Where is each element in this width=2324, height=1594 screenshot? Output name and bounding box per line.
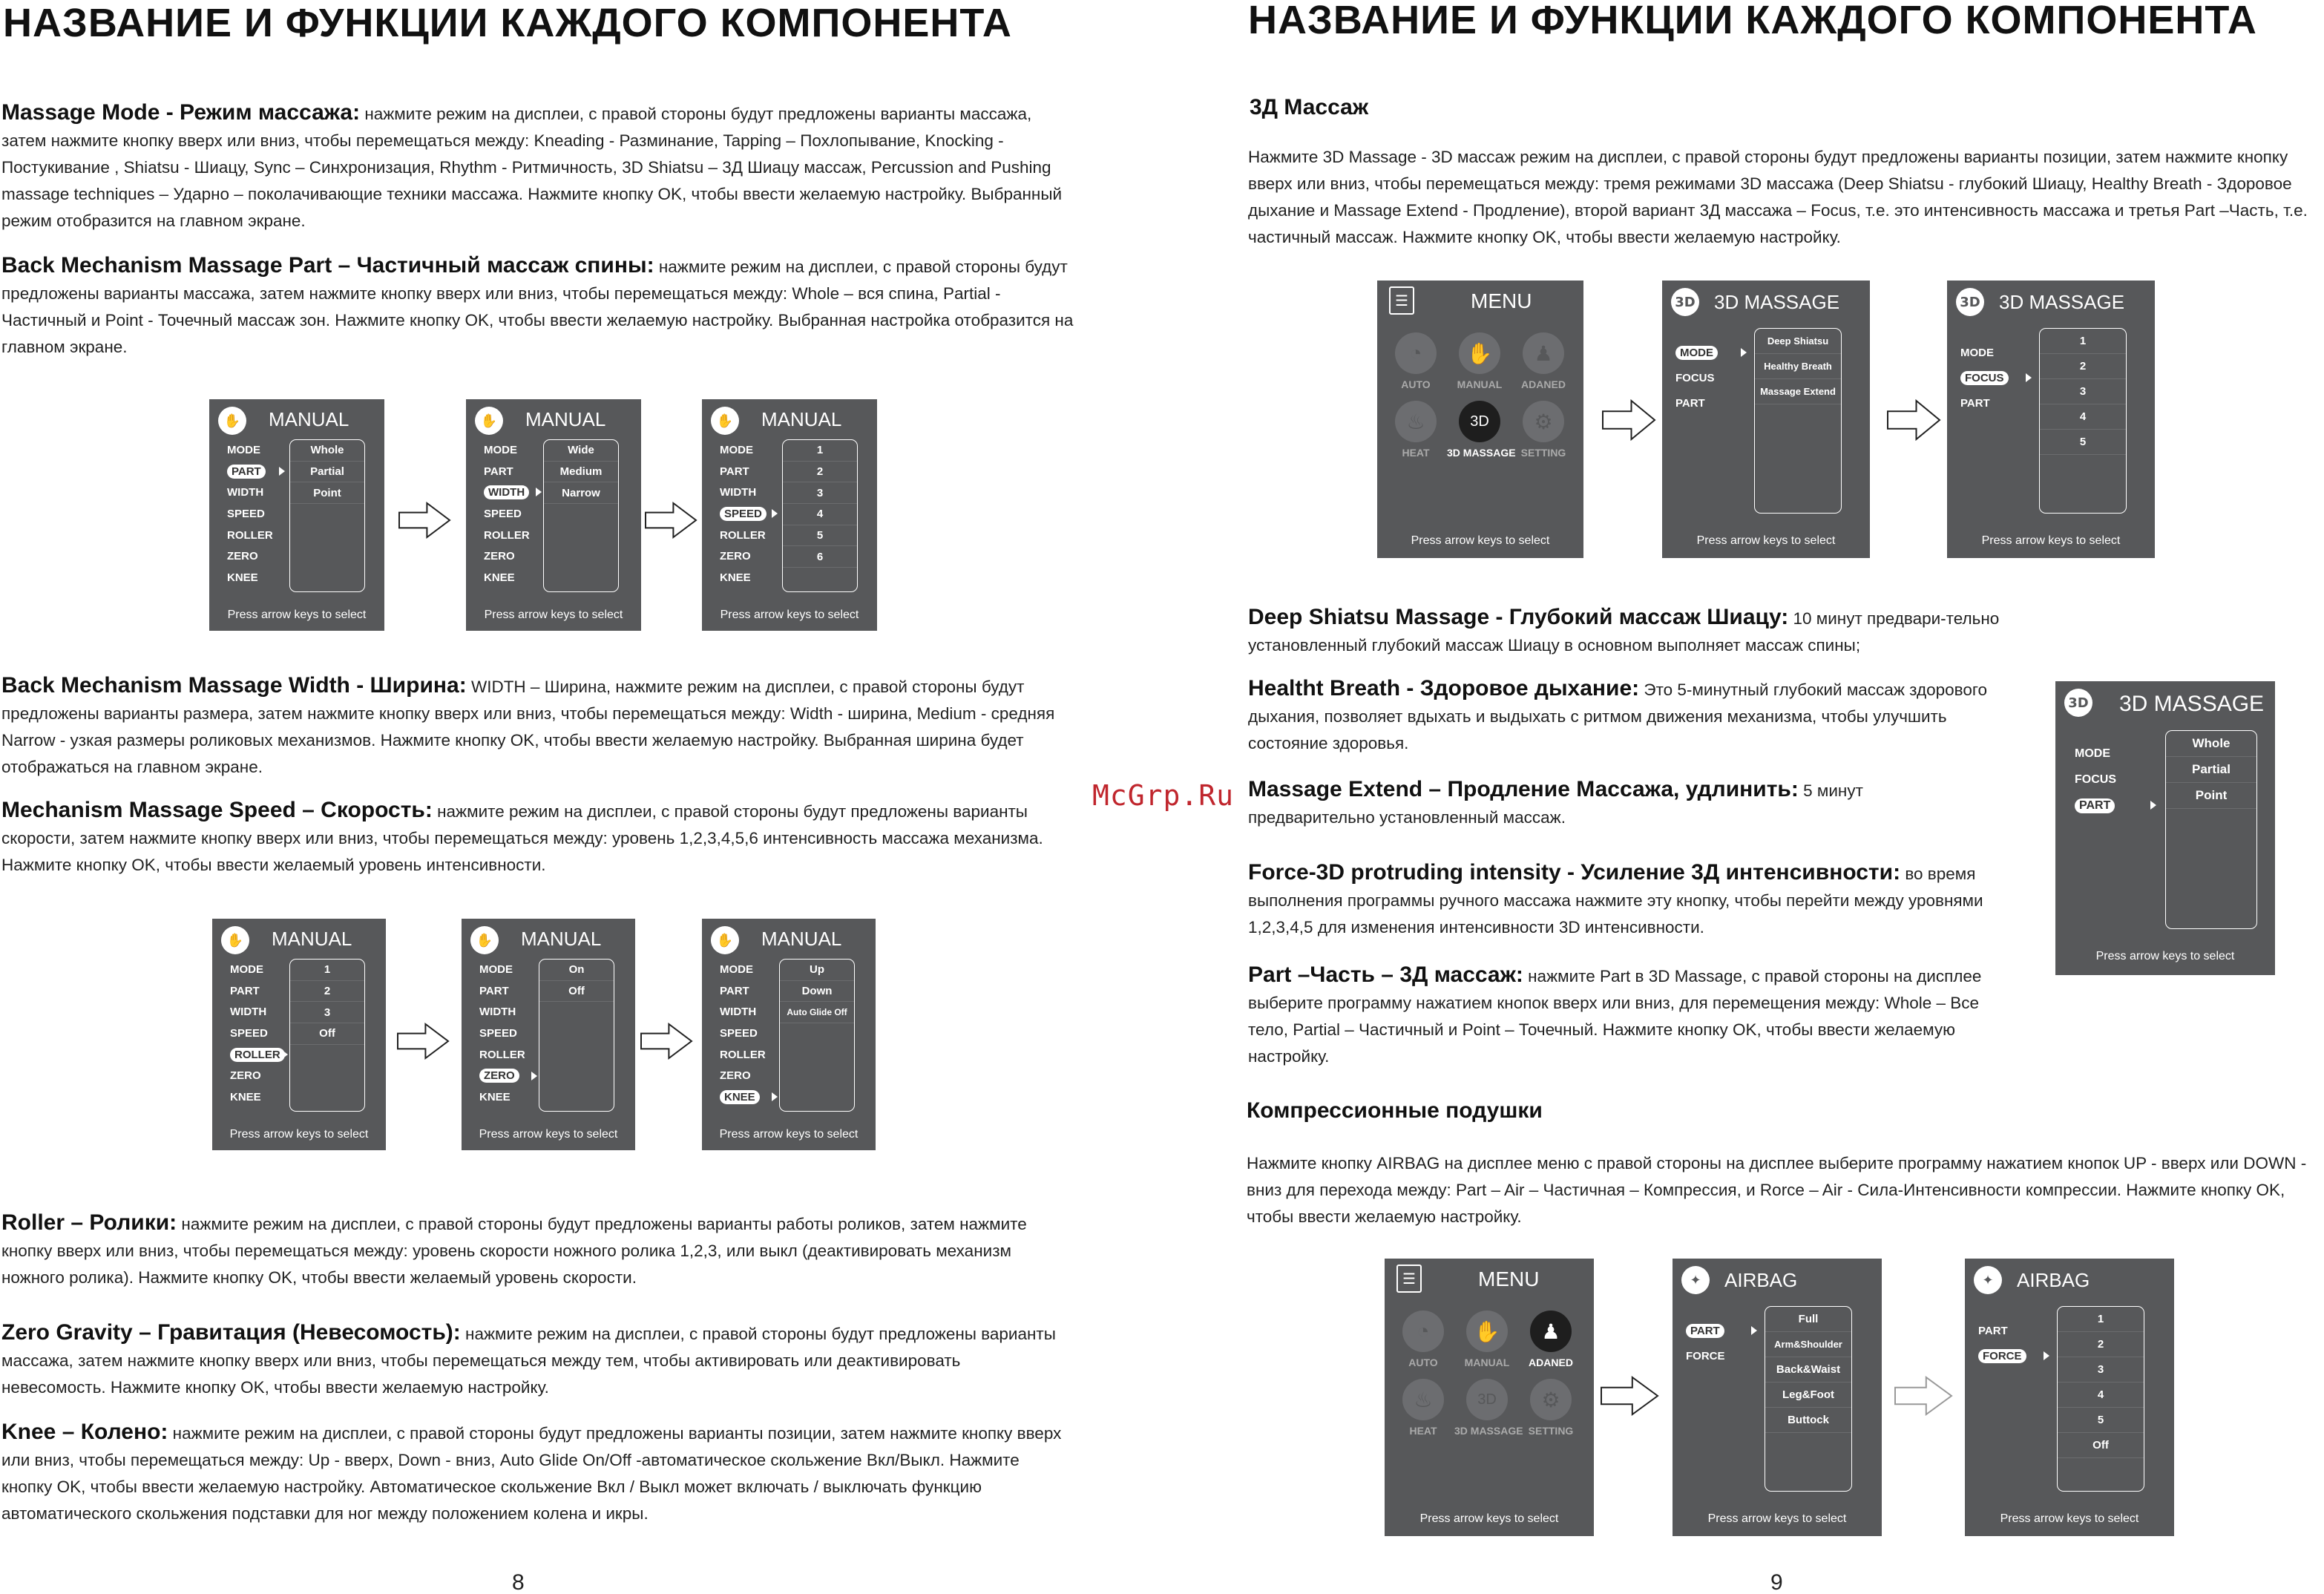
- heat-icon: ♨: [1402, 1379, 1444, 1420]
- menu-item-label: KNEE: [484, 571, 515, 584]
- 3d-massage-heading: 3Д Массаж: [1250, 95, 1369, 119]
- manual-hand-icon: ✋: [1459, 332, 1500, 374]
- manual-icon: ✋: [218, 407, 246, 435]
- panel-title: MANUAL: [761, 408, 842, 430]
- watermark: McGrp.Ru: [1092, 779, 1235, 812]
- value-item: 4: [783, 504, 857, 525]
- panel-title: MANUAL: [521, 928, 602, 950]
- value-item: 4: [2040, 404, 2126, 430]
- panel-title: AIRBAG: [1724, 1269, 1798, 1291]
- menu-item-label: PART: [1675, 396, 1705, 410]
- value-item: 1: [2058, 1307, 2144, 1332]
- adaned-icon: ♟: [1523, 332, 1564, 374]
- menu-item-label: ZERO: [227, 550, 258, 563]
- manual-icon: ✋: [221, 926, 249, 954]
- value-item: Whole: [290, 440, 364, 462]
- value-item: Point: [2166, 783, 2256, 809]
- menu-item-label: FORCE: [1978, 1349, 2026, 1363]
- menu-item-label: MODE: [484, 443, 517, 456]
- menu-item-label: PART: [2075, 798, 2115, 813]
- part-3d-title: Part –Часть – 3Д массаж:: [1248, 962, 1523, 987]
- value-item: 2: [290, 981, 364, 1003]
- setting-icon: ⚙: [1523, 401, 1564, 442]
- value-item: 5: [2040, 430, 2126, 455]
- menu-item-label: SPEED: [720, 507, 767, 521]
- menu-item-label: ZERO: [720, 550, 751, 563]
- heat-icon: ♨: [1395, 401, 1437, 442]
- menu-item-label: PART: [1960, 396, 1990, 410]
- value-item: 5: [783, 525, 857, 547]
- 3d-massage-paragraph: Нажмите 3D Massage - 3D массаж режим на дисплеи, с правой стороны будут предложены варианты позиции, затем нажмите кнопку вверх или вниз, чтобы перемещаться между: тремя режимами 3D массажа (Deep Shiatsu - глубокий Шиацу, Healthy Breath - Здоровое дыхание и Massage Extend - Продление), второй вариант 3Д массажа – Focus, т.е. это интенсивность массажа и третья Part –Часть, т.е. частичный массаж. Нажмите кнопку OK, чтобы ввести желаемую настройку.: [1248, 148, 2308, 246]
- menu-item-label: KNEE: [720, 1090, 760, 1104]
- value-item: 2: [2058, 1332, 2144, 1357]
- panel-title: AIRBAG: [2017, 1269, 2090, 1291]
- massage-mode-title: Massage Mode - Режим массажа:: [1, 100, 361, 125]
- manual-icon: ✋: [475, 407, 503, 435]
- menu-item-label: ZERO: [479, 1069, 519, 1083]
- menu-item-label: KNEE: [227, 571, 258, 584]
- hint-text: Press arrow keys to select: [229, 1128, 369, 1141]
- menu-tile-label: HEAT: [1402, 447, 1430, 459]
- menu-item-label: FOCUS: [1960, 371, 2009, 385]
- menu-item-label: FOCUS: [1675, 371, 1715, 384]
- manual-icon: ✋: [711, 407, 739, 435]
- value-item: Arm&Shoulder: [1765, 1332, 1851, 1357]
- force-3d-text: во время выполнения программы ручного массажа нажмите эту кнопку, чтобы перейти между уровнями 1,2,3,4,5 для изменения интенсивности 3D интенсивности.: [1248, 865, 1983, 937]
- menu-item-label: PART: [484, 465, 513, 478]
- menu-tile-label: AUTO: [1408, 1357, 1438, 1368]
- adaned-icon: ♟: [1530, 1311, 1572, 1352]
- massage-extend-title: Massage Extend – Продление Массажа, удлинить:: [1248, 777, 1799, 801]
- massage-mode-text: нажмите режим на дисплеи, с правой стороны будут предложены варианты массажа, затем нажмите кнопку вверх или вниз, чтобы перемещаться между: Kneading - Разминание, Tapping – Похлопывание, Knocking - Постукивание , Shiatsu - Шиацу, Sync – Синхронизация, Rhythm - Ритмичность, 3D Shiatsu – 3Д Шиацу массаж, Percussion and Pushing massage techniques – Ударно – поколачивающие техники массажа. Нажмите кнопку OK, чтобы ввести желаемую настройку. Выбранный режим отобразится на главном экране.: [1, 105, 1063, 230]
- hint-text: Press arrow keys to select: [227, 609, 367, 621]
- menu-item-label: WIDTH: [720, 486, 757, 499]
- menu-item-label: PART: [1978, 1324, 2008, 1337]
- value-item: 4: [2058, 1383, 2144, 1408]
- menu-item-label: MODE: [720, 962, 753, 976]
- right-arrow-icon: [1888, 401, 1940, 439]
- right-arrow-icon: [641, 1024, 692, 1058]
- value-item: 3: [2058, 1357, 2144, 1383]
- menu-tile-label: HEAT: [1409, 1425, 1437, 1437]
- value-item: Back&Waist: [1765, 1357, 1851, 1383]
- menu-item-label: KNEE: [479, 1090, 511, 1103]
- menu-item-label: PART: [720, 465, 749, 478]
- deep-shiatsu-title: Deep Shiatsu Massage - Глубокий массаж Шиацу:: [1248, 605, 1789, 629]
- menu-tile-label: 3D MASSAGE: [1454, 1425, 1523, 1437]
- menu-tile-label: ADANED: [1529, 1357, 1573, 1368]
- menu-item-label: ROLLER: [479, 1048, 525, 1061]
- menu-tile-label: ADANED: [1521, 378, 1566, 390]
- hint-text: Press arrow keys to select: [1411, 534, 1550, 547]
- menu-item-label: MODE: [720, 443, 753, 456]
- 3d-massage-icon: 3D: [1466, 1379, 1508, 1420]
- width-title: Back Mechanism Massage Width - Ширина:: [1, 673, 467, 698]
- menu-item-label: SPEED: [720, 1026, 758, 1040]
- deep-shiatsu-text: 10 минут предвари-тельно установленный глубокий массаж Шиацу в основном выполняет массаж спины;: [1248, 609, 2000, 655]
- value-item: Wide: [544, 440, 618, 462]
- value-item: Off: [2058, 1433, 2144, 1458]
- menu-item-label: FOCUS: [2075, 773, 2116, 786]
- manual-hand-icon: ✋: [1466, 1311, 1508, 1352]
- value-item: Auto Glide Off: [780, 1002, 854, 1023]
- hint-text: Press arrow keys to select: [1707, 1512, 1847, 1525]
- value-item: 3: [783, 482, 857, 504]
- panel-title: MANUAL: [269, 408, 349, 430]
- width-text: WIDTH – Ширина, нажмите режим на дисплеи, с правой стороны будут предложены варианты размера, затем нажмите кнопку вверх или вниз, чтобы перемещаться между: Width - ширина, Medium - средняя Narrow - узкая размеры роликовых механизмов. Нажмите кнопку OK, чтобы ввести желаемую настройку. Выбранная ширина будет отображаться на главном экране.: [1, 678, 1055, 776]
- hint-text: Press arrow keys to select: [479, 1128, 618, 1141]
- value-item: 3: [290, 1002, 364, 1023]
- menu-item-label: SPEED: [227, 507, 265, 520]
- value-item: Medium: [544, 462, 618, 483]
- right-arrow-icon: [398, 1024, 448, 1058]
- menu-list-icon: ☰: [1396, 1265, 1422, 1293]
- menu-tile-label: MANUAL: [1457, 378, 1503, 390]
- 3d-icon: 3D: [1671, 288, 1699, 316]
- menu-item-label: MODE: [2075, 747, 2110, 760]
- panel-title: MANUAL: [272, 928, 352, 950]
- menu-item-label: MODE: [479, 962, 513, 976]
- hint-text: Press arrow keys to select: [1981, 534, 2121, 547]
- menu-item-label: MODE: [227, 443, 260, 456]
- menu-item-label: WIDTH: [227, 486, 264, 499]
- value-item: Partial: [2166, 757, 2256, 783]
- knee-text: нажмите режим на дисплеи, с правой стороны будут предложены варианты позиции, затем нажмите кнопку вверх или вниз, чтобы перемещаться между: Up - вверх, Down - вниз, Auto Glide On/Off -автоматическое скольжение Вкл/Выкл. Нажмите кнопку OK, чтобы ввести желаемую настройку. Автоматическое скольжение Вкл / Выкл может включать / выключать функцию автоматического скольжения подставки для ног между положением колена и икры.: [1, 1424, 1062, 1523]
- menu-item-label: WIDTH: [720, 1006, 757, 1019]
- 3d-icon: 3D: [1956, 288, 1984, 316]
- value-item: Massage Extend: [1755, 379, 1841, 404]
- menu-tile-label: MANUAL: [1464, 1357, 1510, 1368]
- menu-item-label: ZERO: [230, 1069, 261, 1083]
- value-item: 1: [2040, 329, 2126, 354]
- panel-title: MENU: [1471, 289, 1532, 312]
- massage-extend-text: 5 минут предварительно установленный массаж.: [1248, 781, 1863, 827]
- menu-item-label: WIDTH: [479, 1006, 516, 1019]
- left-page-heading: НАЗВАНИЕ И ФУНКЦИИ КАЖДОГО КОМПОНЕНТА: [3, 1, 1012, 45]
- value-item: 2: [2040, 354, 2126, 379]
- menu-item-label: ROLLER: [227, 528, 273, 542]
- right-page-number: 9: [1770, 1570, 1783, 1594]
- menu-item-label: PART: [720, 984, 749, 997]
- manual-icon: ✋: [711, 926, 739, 954]
- value-item: Point: [290, 482, 364, 504]
- menu-item-label: ROLLER: [230, 1048, 285, 1062]
- right-page-heading: НАЗВАНИЕ И ФУНКЦИИ КАЖДОГО КОМПОНЕНТА: [1248, 0, 2257, 42]
- value-item: Buttock: [1765, 1408, 1851, 1433]
- menu-list-icon: ☰: [1389, 286, 1414, 315]
- value-item: Off: [290, 1023, 364, 1045]
- menu-item-label: PART: [1686, 1324, 1724, 1338]
- value-item: Down: [780, 981, 854, 1003]
- hint-text: Press arrow keys to select: [720, 609, 859, 621]
- hint-text: Press arrow keys to select: [484, 609, 623, 621]
- speed-text: нажмите режим на дисплеи, с правой стороны будут предложены варианты скорости, затем нажмите кнопку вверх или вниз, чтобы перемещаться между: уровень 1,2,3,4,5,6 интенсивность массажа механизма. Нажмите кнопку OK, чтобы ввести желаемый уровень интенсивности.: [1, 802, 1043, 874]
- menu-item-label: SPEED: [484, 507, 522, 520]
- right-arrow-icon: [646, 503, 696, 537]
- healthy-breath-title: Healtht Breath - Здоровое дыхание:: [1248, 676, 1640, 701]
- value-item: Full: [1765, 1307, 1851, 1332]
- airbag-icon: ✦: [1681, 1266, 1710, 1294]
- menu-item-label: SPEED: [230, 1026, 268, 1040]
- left-page-number: 8: [512, 1570, 525, 1594]
- part-title: Back Mechanism Massage Part – Частичный массаж спины:: [1, 253, 654, 278]
- menu-item-label: ROLLER: [720, 1048, 766, 1061]
- menu-item-label: MODE: [230, 962, 263, 976]
- airbag-paragraph: Нажмите кнопку AIRBAG на дисплее меню с правой стороны на дисплее выберите программу нажатием кнопок UP - вверх или DOWN - вниз для перехода между: Part – Air – Частичная – Компрессия, и Rorce – Air - Сила-Интенсивности компрессии. Нажмите кнопку OK, чтобы ввести желаемую настройку.: [1247, 1154, 2307, 1226]
- hint-text: Press arrow keys to select: [1696, 534, 1836, 547]
- menu-item-label: MODE: [1675, 346, 1718, 360]
- menu-item-label: MODE: [1960, 346, 1994, 359]
- menu-tile-label: SETTING: [1528, 1425, 1574, 1437]
- hint-text: Press arrow keys to select: [719, 1128, 859, 1141]
- menu-tile-label: 3D MASSAGE: [1447, 447, 1516, 459]
- healthy-breath-text: Это 5-минутный глубокий массаж здорового дыхания, позволяет вдыхать и выдыхать с ритмом движения механизма, чтобы улучшить состояние здоровья.: [1248, 680, 1988, 752]
- right-arrow-icon: [399, 503, 450, 537]
- menu-item-label: ROLLER: [720, 528, 766, 542]
- airbag-heading: Компрессионные подушки: [1247, 1098, 1543, 1123]
- value-item: 3: [2040, 379, 2126, 404]
- value-item: Partial: [290, 462, 364, 483]
- menu-tile-label: AUTO: [1401, 378, 1431, 390]
- hint-text: Press arrow keys to select: [1419, 1512, 1559, 1525]
- value-item: Up: [780, 960, 854, 981]
- value-item: Narrow: [544, 482, 618, 504]
- value-item: 1: [783, 440, 857, 462]
- force-3d-title: Force-3D protruding intensity - Усиление 3Д интенсивности:: [1248, 860, 1901, 885]
- 3d-massage-icon: 3D: [1459, 401, 1500, 442]
- panel-title: 3D MASSAGE: [1999, 291, 2125, 313]
- right-arrow-icon: [1601, 1377, 1658, 1414]
- menu-item-label: PART: [230, 984, 260, 997]
- right-arrow-icon: [1603, 401, 1655, 439]
- panel-title: MENU: [1478, 1267, 1540, 1290]
- panel-title: MANUAL: [525, 408, 606, 430]
- roller-text: нажмите режим на дисплеи, с правой стороны будут предложены варианты работы роликов, затем нажмите кнопку вверх или вниз, чтобы перемещаться между: уровень скорости ножного ролика 1,2,3, или выкл (деактивировать механизм ножного ролика). Нажмите кнопку OK, чтобы ввести желаемый уровень скорости.: [1, 1215, 1027, 1287]
- value-item: Healthy Breath: [1755, 354, 1841, 379]
- auto-icon: ◔: [1402, 1311, 1444, 1352]
- menu-item-label: SPEED: [479, 1026, 517, 1040]
- zero-gravity-text: нажмите режим на дисплеи, с правой стороны будут предложены варианты массажа, затем нажмите кнопку вверх или вниз, чтобы перемещаться между тем, чтобы активировать или деактивировать невесомость. Нажмите кнопку OK, чтобы ввести желаемую настройку.: [1, 1325, 1056, 1397]
- menu-tile-label: SETTING: [1520, 447, 1566, 459]
- panel-title: 3D MASSAGE: [1714, 291, 1840, 313]
- zero-gravity-title: Zero Gravity – Гравитация (Невесомость):: [1, 1320, 461, 1345]
- auto-icon: ◔: [1395, 332, 1437, 374]
- menu-item-label: PART: [479, 984, 509, 997]
- speed-title: Mechanism Massage Speed – Скорость:: [1, 798, 433, 822]
- panel-title: MANUAL: [761, 928, 842, 950]
- menu-item-label: WIDTH: [230, 1006, 267, 1019]
- menu-item-label: ZERO: [484, 550, 515, 563]
- value-item: Deep Shiatsu: [1755, 329, 1841, 354]
- knee-title: Knee – Колено:: [1, 1420, 168, 1444]
- hint-text: Press arrow keys to select: [2000, 1512, 2139, 1525]
- menu-item-label: FORCE: [1686, 1349, 1725, 1362]
- 3d-icon: 3D: [2064, 689, 2092, 717]
- value-item: Leg&Foot: [1765, 1383, 1851, 1408]
- value-item: 2: [783, 462, 857, 483]
- value-item: Whole: [2166, 731, 2256, 757]
- right-arrow-icon: [1895, 1377, 1952, 1414]
- value-item: 5: [2058, 1408, 2144, 1433]
- menu-item-label: ZERO: [720, 1069, 751, 1083]
- menu-item-label: ROLLER: [484, 528, 530, 542]
- setting-icon: ⚙: [1530, 1379, 1572, 1420]
- menu-item-label: KNEE: [230, 1090, 261, 1103]
- menu-item-label: WIDTH: [484, 485, 529, 499]
- menu-item-label: PART: [227, 465, 266, 479]
- manual-icon: ✋: [470, 926, 499, 954]
- roller-title: Roller – Ролики:: [1, 1210, 177, 1235]
- hint-text: Press arrow keys to select: [2095, 950, 2235, 962]
- menu-item-label: KNEE: [720, 571, 751, 584]
- part-3d-text: нажмите Part в 3D Massage, с правой стороны на дисплее выберите программу нажатием кнопок вверх или вниз, для перемещения между: Whole – Все тело, Partial – Частичный и Point – Точечный. Нажмите кнопку OK, чтобы ввести желаемую настройку.: [1248, 967, 1982, 1066]
- value-item: On: [539, 960, 614, 981]
- part-text: нажмите режим на дисплеи, с правой стороны будут предложены варианты массажа, затем нажмите кнопку вверх или вниз, чтобы перемещаться между: Whole – вся спина, Partial - Частичный и Point - Точечный массаж зон. Нажмите кнопку OK, чтобы ввести желаемую настройку. Выбранная настройка отобразится на главном экране.: [1, 258, 1074, 356]
- value-item: Off: [539, 981, 614, 1003]
- airbag-icon: ✦: [1974, 1266, 2002, 1294]
- value-item: 1: [290, 960, 364, 981]
- value-item: 6: [783, 546, 857, 568]
- panel-title: 3D MASSAGE: [2119, 692, 2265, 716]
